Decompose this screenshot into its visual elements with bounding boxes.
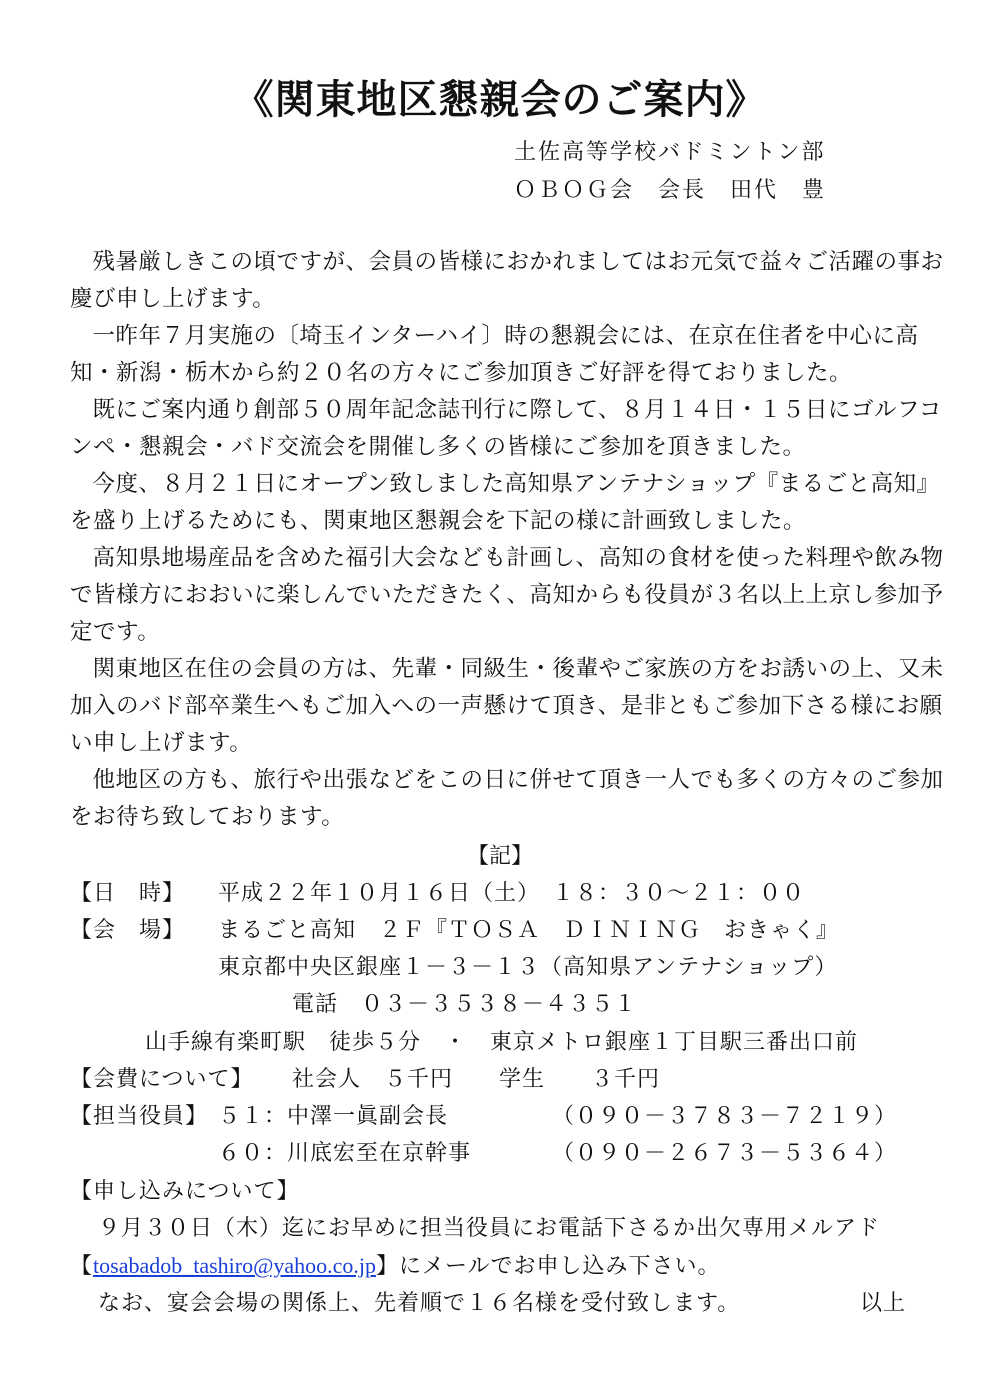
staff-name-2: ６０：川底宏至在京幹事 (218, 1141, 472, 1166)
paragraph-greeting: 残暑厳しきこの頃ですが、会員の皆様におかれましてはお元気で益々ご活躍の事お慶び申し上げます。 (70, 249, 944, 312)
closing-ijou: 以上 (860, 1291, 907, 1316)
venue-address: 東京都中央区銀座１－３－１３（高知県アンテナショップ） (218, 955, 838, 980)
apply-deadline: ９月３０日（木）迄にお早めに担当役員にお電話下さるか出欠専用メルアド (98, 1216, 881, 1241)
contact-email-link[interactable]: tosabadob_tashiro@yahoo.co.jp (93, 1253, 376, 1278)
venue-access: 山手線有楽町駅 徒歩５分 ・ 東京メトロ銀座１丁目駅三番出口前 (145, 1030, 859, 1055)
staff-phone-2: （０９０－２６７３－５３６４） (552, 1141, 898, 1166)
staff-phone-1: （０９０－３７８３－７２１９） (552, 1104, 898, 1129)
paragraph-lottery: 高知県地場産品を含めた福引大会なども計画し、高知の食材を使った料理や飲み物で皆様方におおいに楽しんでいただきたく、高知からも役員が３名以上上京し参加予定です。 (70, 545, 944, 645)
apply-email-rest: 】にメールでお申し込み下さい。 (376, 1254, 721, 1279)
organizer-president: ＯＢＯＧ会 会長 田代 豊 (514, 178, 827, 203)
bracket-open: 【 (70, 1254, 94, 1279)
apply-email-line (70, 1249, 721, 1284)
staff-name-1: ５１：中澤一眞副会長 (218, 1104, 449, 1129)
page-title: 《関東地区懇親会のご案内》 (233, 77, 767, 123)
apply-first-come: なお、宴会会場の関係上、先着順で１６名様を受付致します。 (98, 1291, 741, 1316)
venue-phone: 電話 ０３－３５３８－４３５１ (292, 992, 638, 1017)
staff-label: 【担当役員】 (70, 1104, 209, 1129)
paragraph-other-regions: 他地区の方も、旅行や出張などをこの日に併せて頂き一人でも多くの方々のご参加をお待ち致しております。 (70, 767, 944, 830)
date-label: 【日 時】 (70, 881, 186, 906)
paragraph-antenna-shop: 今度、８月２１日にオープン致しました高知県アンテナショップ『まるごと高知』を盛り上げるためにも、関東地区懇親会を下記の様に計画致しました。 (70, 471, 940, 534)
date-value: 平成２２年１０月１６日（土） １８：３０～２１：００ (218, 881, 806, 906)
ki-heading: 【記】 (466, 844, 533, 869)
fee-label: 【会費について】 (70, 1067, 254, 1092)
fee-value: 社会人 ５千円 学生 ３千円 (292, 1067, 661, 1092)
organizer-club: 土佐高等学校バドミントン部 (514, 140, 826, 165)
paragraph-previous-meeting: 一昨年７月実施の〔埼玉インターハイ〕時の懇親会には、在京在住者を中心に高知・新潟・栃木から約２０名の方々にご参加頂きご好評を得ておりました。 (70, 323, 919, 386)
paragraph-invitation: 関東地区在住の会員の方は、先輩・同級生・後輩やご家族の方をお誘いの上、又未加入のバド部卒業生へもご加入への一声懸けて頂き、是非ともご参加下さる様にお願い申し上げます。 (70, 656, 944, 756)
venue-name: まるごと高知 ２Ｆ『ＴＯＳＡ ＤＩＮＩＮＧ おきゃく』 (218, 918, 840, 943)
paragraph-anniversary: 既にご案内通り創部５０周年記念誌刊行に際して、８月１４日・１５日にゴルフコンペ・懇親会・バド交流会を開催し多くの皆様にご参加を頂きました。 (70, 397, 942, 460)
apply-label: 【申し込みについて】 (70, 1179, 300, 1204)
venue-label: 【会 場】 (70, 918, 186, 943)
letter-body (70, 244, 950, 836)
